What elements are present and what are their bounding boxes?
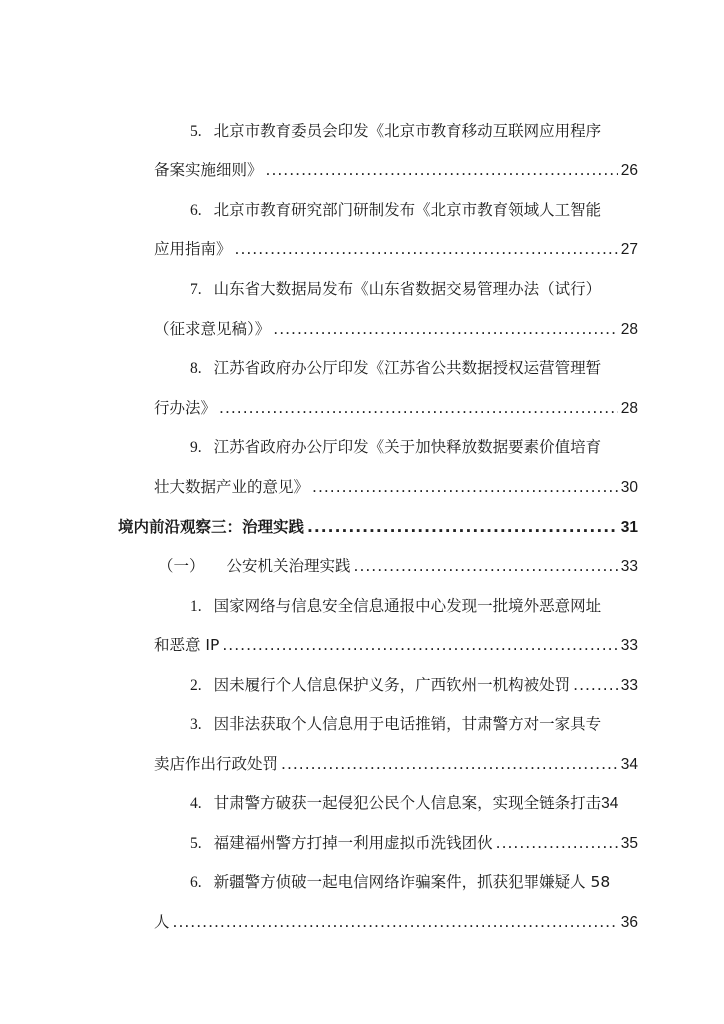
toc-entry-title: 新疆警方侦破一起电信网络诈骗案件，抓获犯罪嫌疑人 58	[213, 873, 611, 891]
toc-entry-title-cont: 人	[154, 913, 170, 931]
toc-leader-dots	[281, 753, 618, 775]
toc-page-number: 33	[620, 677, 638, 694]
toc-entry-title: 甘肃警方破获一起侵犯公民个人信息案，实现全链条打击	[213, 794, 602, 812]
toc-entry-title: 北京市教育研究部门研制发布《北京市教育领域人工智能	[213, 201, 602, 219]
toc-leader-dots	[273, 318, 617, 340]
toc-entry-continuation[interactable]	[154, 238, 638, 261]
toc-entry-title-cont: 应用指南》	[154, 240, 232, 258]
toc-entry-title-cont: （征求意见稿）》	[154, 320, 271, 338]
toc-entry-continuation[interactable]	[154, 397, 638, 420]
toc-entry-heading[interactable]	[190, 120, 638, 143]
toc-entry-heading[interactable]	[190, 199, 638, 222]
toc-leader-dots	[266, 159, 618, 181]
toc-leader-dots	[235, 238, 618, 260]
toc-page-number: 33	[620, 558, 638, 575]
toc-entry-heading[interactable]	[190, 436, 638, 459]
toc-entry-continuation[interactable]	[154, 753, 638, 776]
toc-entry-number: 9.	[190, 439, 202, 456]
toc-entry-number: 2.	[190, 677, 202, 694]
toc-page-number: 33	[620, 637, 638, 654]
toc-entry-title: 山东省大数据局发布《山东省数据交易管理办法（试行）	[213, 280, 602, 298]
toc-entry-heading[interactable]	[190, 357, 638, 380]
toc-leader-dots	[496, 832, 618, 854]
toc-entry-title: 北京市教育委员会印发《北京市教育移动互联网应用程序	[213, 122, 602, 140]
toc-entry-number: 7.	[190, 281, 202, 298]
toc-leader-dots	[573, 674, 618, 696]
toc-entry-continuation[interactable]	[154, 911, 638, 934]
toc-leader-dots	[219, 397, 618, 419]
section-title: 境内前沿观察三：治理实践	[118, 518, 305, 536]
toc-page-number: 36	[620, 914, 638, 931]
toc-entry-continuation[interactable]	[154, 318, 638, 341]
toc-entry[interactable]	[190, 832, 638, 855]
toc-subsection-heading[interactable]	[158, 555, 638, 578]
toc-entry-title: 福建福州警方打掉一利用虚拟币洗钱团伙	[213, 834, 493, 852]
toc-entry-heading[interactable]	[190, 278, 638, 301]
toc-entry-title-cont: 备案实施细则》	[154, 161, 263, 179]
toc-page-number: 28	[620, 400, 638, 417]
toc-entry-number: 6.	[190, 874, 202, 891]
toc-entry-number: 4.	[190, 795, 202, 812]
toc-entry[interactable]	[190, 674, 638, 697]
toc-entry-title: 国家网络与信息安全信息通报中心发现一批境外恶意网址	[213, 597, 602, 615]
toc-entry-heading[interactable]	[190, 871, 638, 894]
toc-entry-number: 5.	[190, 123, 202, 140]
toc-entry-number: 1.	[190, 598, 202, 615]
toc-entry-number: 3.	[190, 716, 202, 733]
toc-page-number: 28	[620, 321, 638, 338]
toc-page-number: 34	[620, 756, 638, 773]
toc-entry-number: 5.	[190, 835, 202, 852]
toc-page-number: 30	[620, 479, 638, 496]
toc-leader-dots	[173, 911, 618, 933]
toc-leader-dots	[222, 634, 617, 656]
toc-page-number: 26	[620, 162, 638, 179]
toc-entry-title-cont: 壮大数据产业的意见》	[154, 478, 310, 496]
subsection-title: 公安机关治理实践	[226, 557, 351, 575]
toc-entry[interactable]	[190, 792, 644, 815]
toc-section-heading[interactable]	[118, 516, 638, 539]
toc-entry-heading[interactable]	[190, 713, 638, 736]
toc-entry-title: 江苏省政府办公厅印发《关于加快释放数据要素价值培育	[213, 438, 602, 456]
toc-page-number: 27	[620, 241, 638, 258]
toc-entry-number: 8.	[190, 360, 202, 377]
toc-leader-dots	[354, 555, 618, 577]
toc-leader-dots	[307, 516, 618, 538]
toc-page-number: 31	[620, 519, 638, 536]
toc-entry-heading[interactable]	[190, 595, 638, 618]
toc-page-number: 35	[620, 835, 638, 852]
toc-entry-title-cont: 行办法》	[154, 399, 217, 417]
toc-entry-number: 6.	[190, 202, 202, 219]
toc-entry-continuation[interactable]	[154, 634, 638, 657]
toc-entry-continuation[interactable]	[154, 476, 638, 499]
toc-entry-title: 因未履行个人信息保护义务，广西钦州一机构被处罚	[213, 676, 571, 694]
toc-entry-title: 江苏省政府办公厅印发《江苏省公共数据授权运营管理暂	[213, 359, 602, 377]
toc-entry-title: 因非法获取个人信息用于电话推销，甘肃警方对一家具专	[213, 715, 602, 733]
toc-entry-title-cont: 和恶意 IP	[154, 636, 220, 654]
subsection-label: （一）	[158, 557, 205, 575]
toc-page-number: 34	[601, 795, 619, 812]
toc-entry-continuation[interactable]	[154, 159, 638, 182]
toc-leader-dots	[312, 476, 618, 498]
toc-entry-title-cont: 卖店作出行政处罚	[154, 755, 279, 773]
